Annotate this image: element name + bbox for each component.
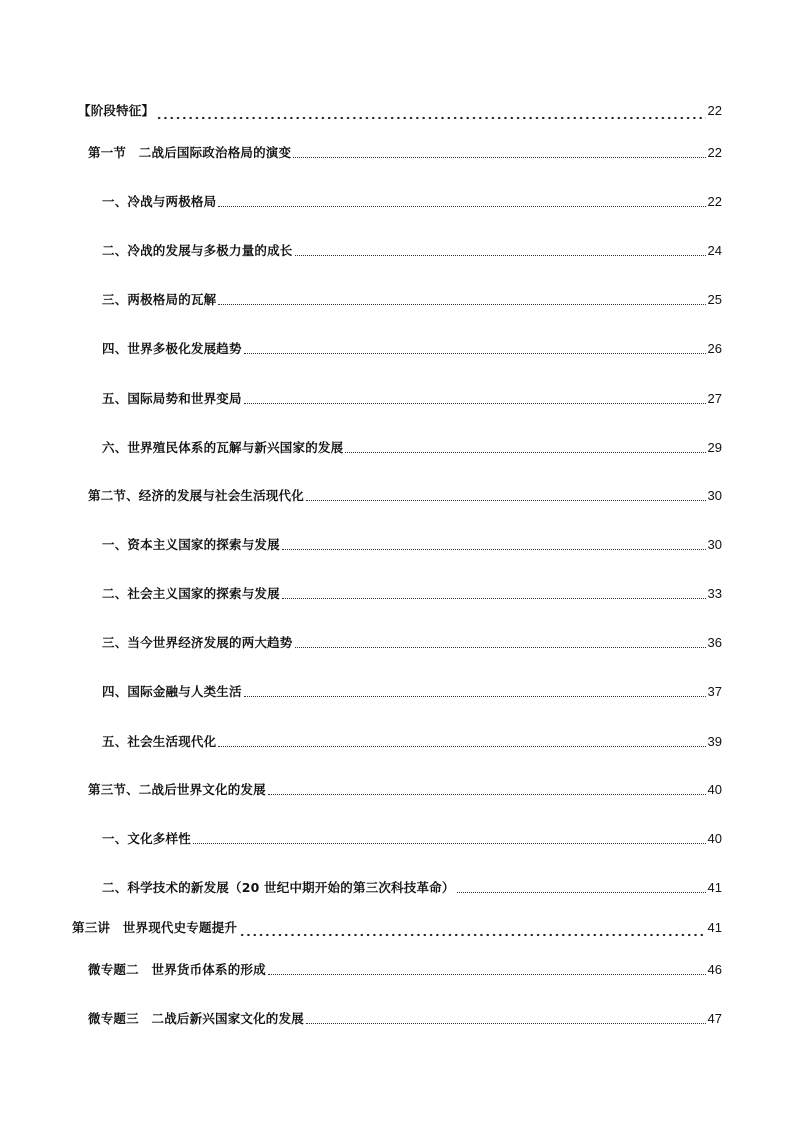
dot-leader [239, 920, 705, 936]
toc-entry-page: 22 [707, 103, 722, 118]
dot-leader [218, 304, 705, 305]
toc-entry-page: 26 [707, 341, 722, 356]
dot-leader [282, 549, 706, 550]
toc-entry-label: 六、世界殖民体系的瓦解与新兴国家的发展 [102, 440, 344, 455]
toc-entry-label: 第三讲 世界现代史专题提升 [72, 920, 238, 935]
toc-entry[interactable] [88, 1005, 722, 1027]
dot-leader [193, 843, 706, 844]
toc-entry-page: 46 [707, 962, 722, 977]
toc-entry-page: 40 [707, 782, 722, 797]
toc-entry[interactable] [102, 728, 722, 750]
toc-entry-page: 30 [707, 488, 722, 503]
toc-entry-page: 47 [707, 1011, 722, 1026]
dot-leader [244, 353, 706, 354]
dot-leader [268, 794, 706, 795]
toc-entry[interactable] [102, 874, 722, 896]
toc-entry[interactable] [78, 97, 722, 119]
toc-entry-label: 四、国际金融与人类生活 [102, 684, 242, 699]
toc-entry-label: 五、国际局势和世界变局 [102, 391, 242, 406]
toc-entry-label: 微专题二 世界货币体系的形成 [88, 962, 266, 977]
toc-entry-page: 24 [707, 243, 722, 258]
toc-entry[interactable] [72, 914, 722, 936]
toc-entry[interactable] [102, 531, 722, 553]
toc-entry-page: 22 [707, 194, 722, 209]
toc-entry[interactable] [88, 482, 722, 504]
toc-entry-page: 36 [707, 635, 722, 650]
toc-entry-label: 三、当今世界经济发展的两大趋势 [102, 635, 293, 650]
dot-leader [156, 103, 705, 119]
toc-entry-label: 微专题三 二战后新兴国家文化的发展 [88, 1011, 304, 1026]
toc-entry-page: 39 [707, 734, 722, 749]
toc-entry[interactable] [102, 629, 722, 651]
toc-entry-page: 27 [707, 391, 722, 406]
dot-leader [244, 403, 706, 404]
dot-leader [295, 255, 706, 256]
toc-entry[interactable] [102, 286, 722, 308]
toc-entry[interactable] [102, 580, 722, 602]
toc-entry-label: 【阶段特征】 [78, 103, 155, 118]
toc-entry-page: 33 [707, 586, 722, 601]
dot-leader [244, 696, 706, 697]
toc-entry-label: 第一节 二战后国际政治格局的演变 [88, 145, 292, 160]
toc-entry-page: 41 [707, 920, 722, 935]
toc-entry-page: 30 [707, 537, 722, 552]
toc-entry-page: 25 [707, 292, 722, 307]
dot-leader [345, 452, 705, 453]
dot-leader [306, 500, 706, 501]
toc-entry-label: 一、文化多样性 [102, 831, 191, 846]
toc-entry-label: 二、社会主义国家的探索与发展 [102, 586, 280, 601]
toc-entry-label: 第二节、经济的发展与社会生活现代化 [88, 488, 304, 503]
dot-leader [457, 892, 706, 893]
toc-entry-label: 二、冷战的发展与多极力量的成长 [102, 243, 293, 258]
toc-entry-page: 40 [707, 831, 722, 846]
dot-leader [268, 974, 706, 975]
toc-entry[interactable] [102, 434, 722, 456]
toc-entry[interactable] [88, 776, 722, 798]
toc-entry-page: 22 [707, 145, 722, 160]
toc-entry-page: 41 [707, 880, 722, 895]
toc-entry-label: 一、资本主义国家的探索与发展 [102, 537, 280, 552]
toc-entry[interactable] [102, 335, 722, 357]
dot-leader [218, 746, 705, 747]
dot-leader [293, 157, 705, 158]
toc-entry[interactable] [88, 139, 722, 161]
toc-entry[interactable] [102, 385, 722, 407]
toc-entry[interactable] [102, 237, 722, 259]
toc-entry-label: 五、社会生活现代化 [102, 734, 217, 749]
toc-entry[interactable] [102, 678, 722, 700]
toc-entry-page: 29 [707, 440, 722, 455]
toc-entry[interactable] [102, 825, 722, 847]
toc-entry-label: 二、科学技术的新发展（20 世纪中期开始的第三次科技革命） [102, 880, 455, 895]
toc-entry-label: 第三节、二战后世界文化的发展 [88, 782, 266, 797]
toc-entry-label: 四、世界多极化发展趋势 [102, 341, 242, 356]
toc-entry-page: 37 [707, 684, 722, 699]
dot-leader [295, 647, 706, 648]
dot-leader [306, 1023, 706, 1024]
toc-entry[interactable] [88, 956, 722, 978]
toc-entry-label: 一、冷战与两极格局 [102, 194, 217, 209]
toc-entry[interactable] [102, 188, 722, 210]
dot-leader [282, 598, 706, 599]
dot-leader [218, 206, 705, 207]
toc-entry-label: 三、两极格局的瓦解 [102, 292, 217, 307]
